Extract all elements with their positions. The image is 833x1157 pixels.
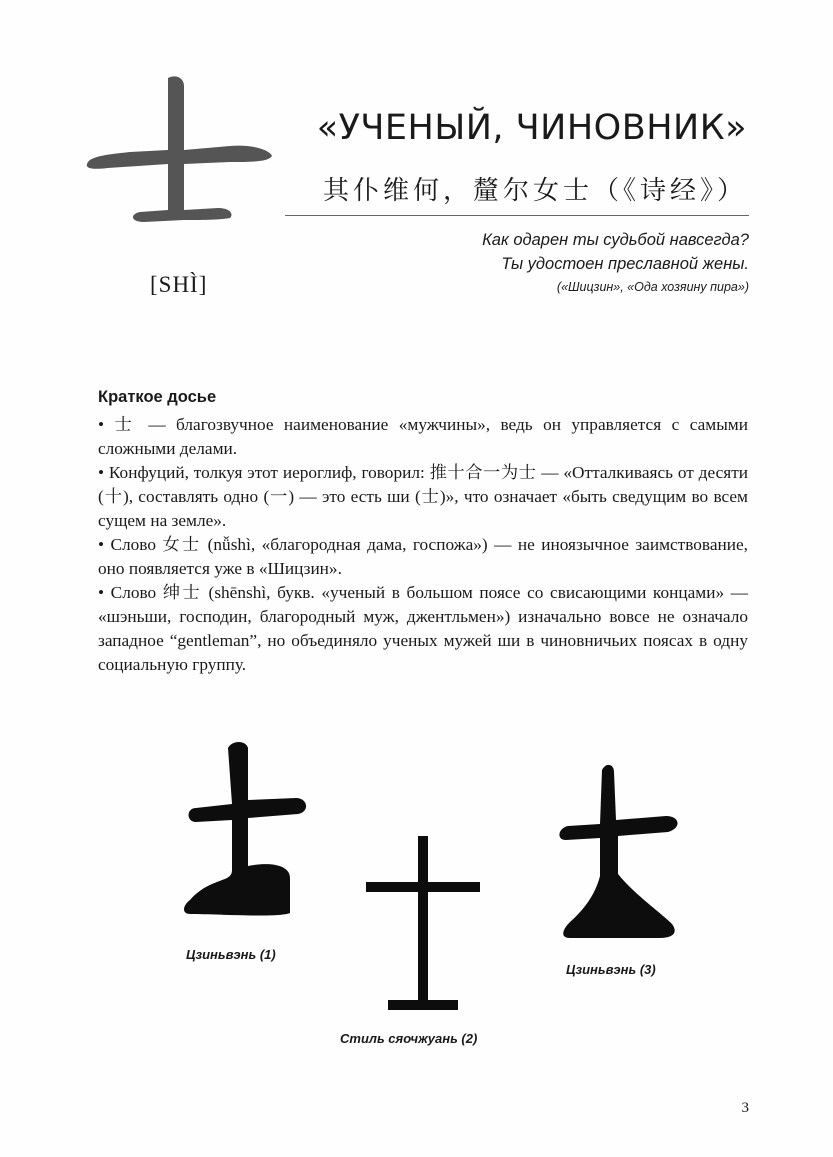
calligraphy-xiaozhuan-2 bbox=[362, 830, 486, 1020]
calligraphy-jinwen-3 bbox=[556, 762, 686, 944]
calligraphy-jinwen-1 bbox=[178, 738, 312, 928]
dossier-item: • Конфуций, толкуя этот иероглиф, говорил: 推十合一为士 — «Отталкиваясь от десяти (十), составлять одно (一) — это есть ши (士)», что означает «быть сведущим во всем сущем на земле». bbox=[98, 463, 748, 530]
verse-line-2: Ты удостоен преславной жены. bbox=[501, 255, 749, 273]
dossier-item: • Слово 女士 (nǚshì, «благородная дама, госпожа») — не иноязычное заимствование, оно появляется уже в «Шицзин». bbox=[98, 535, 748, 578]
pinyin-reading: [SHÌ] bbox=[150, 272, 208, 297]
caption-jinwen-3: Цзиньвэнь (3) bbox=[566, 962, 656, 977]
character-shi-brush bbox=[80, 70, 280, 240]
page-title: «УЧЕНЫЙ, ЧИНОВНИК» bbox=[316, 108, 747, 148]
caption-xiaozhuan-2: Стиль сяочжуань (2) bbox=[340, 1031, 478, 1046]
verse-translation bbox=[482, 228, 749, 298]
page-number: 3 bbox=[741, 1100, 749, 1116]
verse-line-1: Как одарен ты судьбой навсегда? bbox=[482, 231, 749, 249]
verse-source: («Шицзин», «Ода хозяину пира») bbox=[556, 280, 749, 294]
caption-jinwen-1: Цзиньвэнь (1) bbox=[186, 947, 276, 962]
dossier-item: • Слово 绅士 (shēnshì, букв. «ученый в большом поясе со свисающими концами» — «шэньши, господин, благородный муж, джентльмен») изначально вовсе не означало западное “gentleman”, но объединяло ученых мужей ши в чиновничьих поясах в одну социальную группу. bbox=[98, 583, 748, 674]
dossier-item: • 士 — благозвучное наименование «мужчины», ведь он управляется с самыми сложными делами. bbox=[98, 415, 748, 458]
title-divider bbox=[285, 215, 749, 216]
epigraph-chinese: 其仆维何，釐尔女士（《诗经》） bbox=[322, 176, 747, 206]
dossier-section bbox=[98, 385, 748, 677]
dossier-heading: Краткое досье bbox=[98, 388, 217, 406]
